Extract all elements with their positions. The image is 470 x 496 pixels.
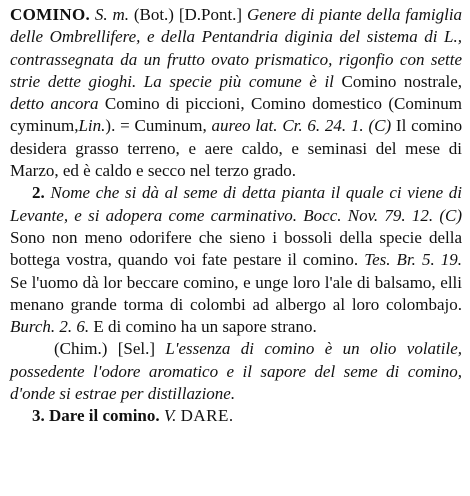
- cross-reference-dare: DARE.: [180, 406, 234, 426]
- common-name-2: Comino di piccioni, Comino domestico (Cominum cyminum,: [10, 94, 462, 136]
- part-of-speech: S. m.: [94, 5, 129, 24]
- sense-number-2: 2.: [32, 183, 45, 203]
- entry-paragraph-4: [10, 405, 462, 427]
- definition-part-b: detto ancora: [10, 94, 99, 114]
- tag-chim: (Chim.): [54, 339, 108, 359]
- quotation-2: Sono non meno odorifere che sieno i bossoli della specie della bottega vostra, quando voi fate pestare il comino.: [10, 227, 462, 270]
- tag-dpont: [D.Pont.]: [178, 5, 243, 24]
- quotation-3: Se l'uomo dà lor beccare comino, e unge loro l'ale di balsamo, elli menano grande torma di colombi ad albergo al loro colombajo.: [10, 272, 462, 314]
- latin-cuminum: Cuminum,: [134, 116, 207, 136]
- aureo-lat: aureo lat.: [211, 116, 278, 136]
- phrase-dare-il-comino: Dare il comino.: [49, 406, 160, 426]
- equals-sign: =: [120, 116, 130, 136]
- common-name-3: ).: [105, 116, 116, 136]
- quotation-4: E di comino ha un sapore strano.: [93, 317, 317, 337]
- entry-paragraph-3: [10, 338, 462, 405]
- common-name-1: Comino nostrale,: [341, 71, 462, 91]
- citation-tes: Tes. Br. 5. 19.: [364, 250, 463, 270]
- entry-paragraph-2: [10, 182, 462, 338]
- citation-burch: Burch. 2. 6.: [10, 317, 90, 337]
- tag-sel: [Sel.]: [117, 339, 156, 359]
- sense-2-definition: Nome che si dà al seme di detta pianta il quale ci viene di Levante, e si adopera come carminativo.: [10, 183, 463, 225]
- chim-definition: L'essenza di comino è un olio volatile, possedente l'odore aromatico e il sapore del seme di comino, d'onde si estrae per distillazione.: [10, 339, 463, 404]
- citation-cr: Cr. 6. 24. 1.: [282, 116, 364, 136]
- linnaeus-abbrev: Lin.: [78, 116, 106, 136]
- entry-paragraph-1: [10, 4, 462, 182]
- citation-bocc: Bocc. Nov. 79. 12.: [303, 205, 434, 225]
- quotation-1: Il comino desidera grasso terreno, e aere caldo, e seminasi del mese di Marzo, ed è caldo e secco nel terzo grado.: [10, 116, 463, 181]
- definition-part-a: Genere di piante della famiglia delle Ombrellifere, e della Pentandria diginia del sistema di L., contrassegnata da un frutto ovato prismatico, rigonfio con sette strie dette gioghi. La specie più comune è il: [10, 5, 463, 91]
- sense-number-3: 3.: [32, 406, 45, 426]
- see-reference-mark: V.: [163, 406, 177, 426]
- headword: COMINO.: [10, 5, 91, 24]
- crusca-mark-2: (C): [439, 205, 462, 225]
- crusca-mark-1: (C): [368, 116, 392, 136]
- tag-bot: (Bot.): [133, 5, 174, 24]
